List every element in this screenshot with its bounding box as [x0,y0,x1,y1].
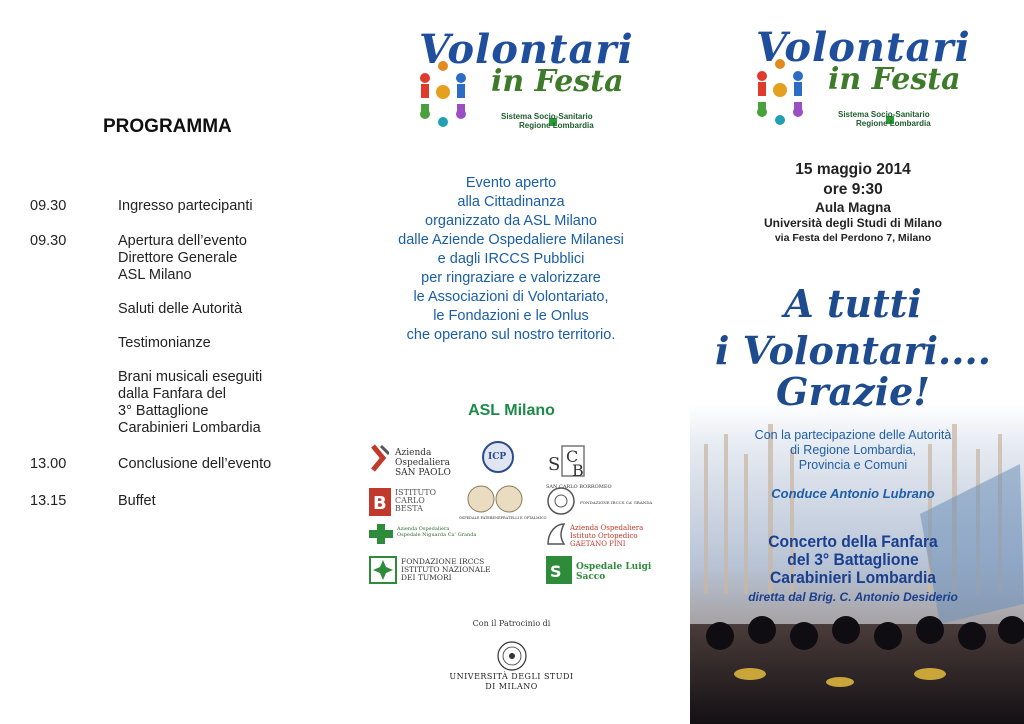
description-line: Evento aperto [465,175,557,191]
svg-text:S: S [548,454,561,475]
thanks-line-1: A tutti [784,281,922,326]
logo-word2: in Festa [491,64,624,99]
programme-desc: Apertura dell’evento Direttore Generale ASL Milano [118,233,247,283]
ca-granda-logo [546,486,666,526]
programme-desc: Saluti delle Autorità [118,301,243,317]
partecipazione-text [682,428,1024,473]
concert-line: Concerto della Fanfara [768,532,938,551]
fatebenefratelli-name: OSPEDALE FATEBENEFRATELLI E OFTALMICO [459,516,547,520]
patrocinio-label: Con il Patrocinio di [472,619,551,628]
volontari-in-festa-logo [401,26,641,130]
niguarda-name: Azienda Ospedaliera Ospedale Niguarda Ca’ Granda [397,526,477,538]
logo-subtitle [501,112,641,130]
logo-word2: in Festa [828,62,961,97]
concert-line: del 3° Battaglione [787,550,919,569]
niguarda-icon [369,524,393,544]
medal-icon [459,484,533,518]
volontari-in-festa-logo [738,24,978,128]
niguarda-logo [369,524,519,552]
event-time: ore 9:30 [823,181,883,198]
svg-text:B: B [572,461,584,480]
description-line: le Associazioni di Volontariato, [413,289,609,305]
programme-time: 13.15 [30,493,67,509]
programme-time: 09.30 [30,198,67,214]
event-details [682,160,1024,245]
thanks-line-2: i Volontari.... [715,328,991,373]
description-line: organizzato da ASL Milano [425,213,597,229]
luigi-sacco-logo [546,556,676,596]
sacco-name: Ospedale Luigi Sacco [576,562,652,582]
event-address: via Festa del Perdono 7, Milano [774,232,932,244]
university-name: UNIVERSITÀ DEGLI STUDI DI MILANO [449,672,574,691]
logo-word1: Volontari [419,26,634,73]
info-panel [341,0,682,724]
conductor-line: diretta dal Brig. C. Antonio Desiderio [748,590,958,604]
sacco-icon [546,556,572,584]
programme-desc: Conclusione dell’evento [118,456,272,472]
logo-word1: Volontari [756,24,971,71]
tumori-name: FONDAZIONE IRCCS ISTITUTO NAZIONALE DEI TUMORI [401,557,491,582]
programme-desc: Brani musicali eseguiti dalla Fanfara del 3° Battaglione Carabinieri Lombardia [118,369,263,436]
logo-sub1: Sistema Socio-Sanitario [838,110,930,119]
ca-granda-name: FONDAZIONE IRCCS CA’ GRANDA [580,500,653,505]
san-carlo-icon [546,444,612,480]
svg-text:B: B [373,493,387,514]
gaetano-pini-icon [546,522,566,546]
programme-desc: Buffet [118,493,156,509]
programme-title: PROGRAMMA [103,116,232,137]
besta-icon [369,488,391,516]
logo-sub2: Regione Lombardia [856,119,931,128]
concert-title [696,533,1011,587]
university-seal-icon [496,640,528,672]
besta-name: ISTITUTO CARLO BESTA [395,488,437,513]
gaetano-pini-name: Azienda Ospedaliera Istituto Ortopedico GAETANO PINI [570,524,644,548]
fatebenefratelli-logo [459,484,559,524]
presenter-line: Conduce Antonio Lubrano [771,486,935,501]
icp-logo [481,440,521,480]
partecipazione-line: Provincia e Comuni [798,458,908,472]
logo-sub1: Sistema Socio-Sanitario [501,112,593,121]
description-line: e dagli IRCCS Pubblici [437,251,585,267]
description-line: le Fondazioni e le Onlus [433,308,589,324]
programme-time: 13.00 [30,456,67,472]
cover-panel [682,0,1024,724]
partecipazione-line: di Regione Lombardia, [790,443,916,457]
programme-time: 09.30 [30,233,67,249]
san-carlo-logo [546,444,666,490]
description-line: alla Cittadinanza [457,194,565,210]
svg-text:C: C [566,447,579,466]
san-paolo-icon [369,444,389,474]
gaetano-pini-logo [546,522,676,556]
svg-text:S: S [550,562,562,581]
event-description [361,174,661,345]
san-carlo-name: SAN CARLO BORROMEO [546,484,612,490]
event-venue: Aula Magna [815,200,891,215]
partecipazione-line: Con la partecipazione delle Autorità [754,428,952,442]
icp-name: ICP [488,452,507,462]
description-line: dalle Aziende Ospedaliere Milanesi [398,232,624,248]
logo-sub2: Regione Lombardia [519,121,594,130]
concert-line: Carabinieri Lombardia [769,568,937,587]
programme-desc: Testimonianze [118,335,211,351]
event-university: Università degli Studi di Milano [763,216,943,230]
programme-desc: Ingresso partecipanti [118,198,253,214]
san-paolo-logo [369,444,489,484]
ca-granda-icon [546,486,576,516]
istituto-tumori-logo [369,556,519,590]
event-date: 15 maggio 2014 [795,161,911,178]
description-line: che operano sul nostro territorio. [406,327,616,343]
thanks-line-3: Grazie! [776,369,930,414]
besta-logo [369,488,459,522]
programme-panel [0,0,341,724]
logo-subtitle [838,110,978,128]
asl-milano-label: ASL Milano [468,402,555,419]
san-paolo-name: Azienda Ospedaliera SAN PAOLO [395,448,451,478]
description-line: per ringraziare e valorizzare [421,270,601,286]
tumori-icon [369,556,397,584]
